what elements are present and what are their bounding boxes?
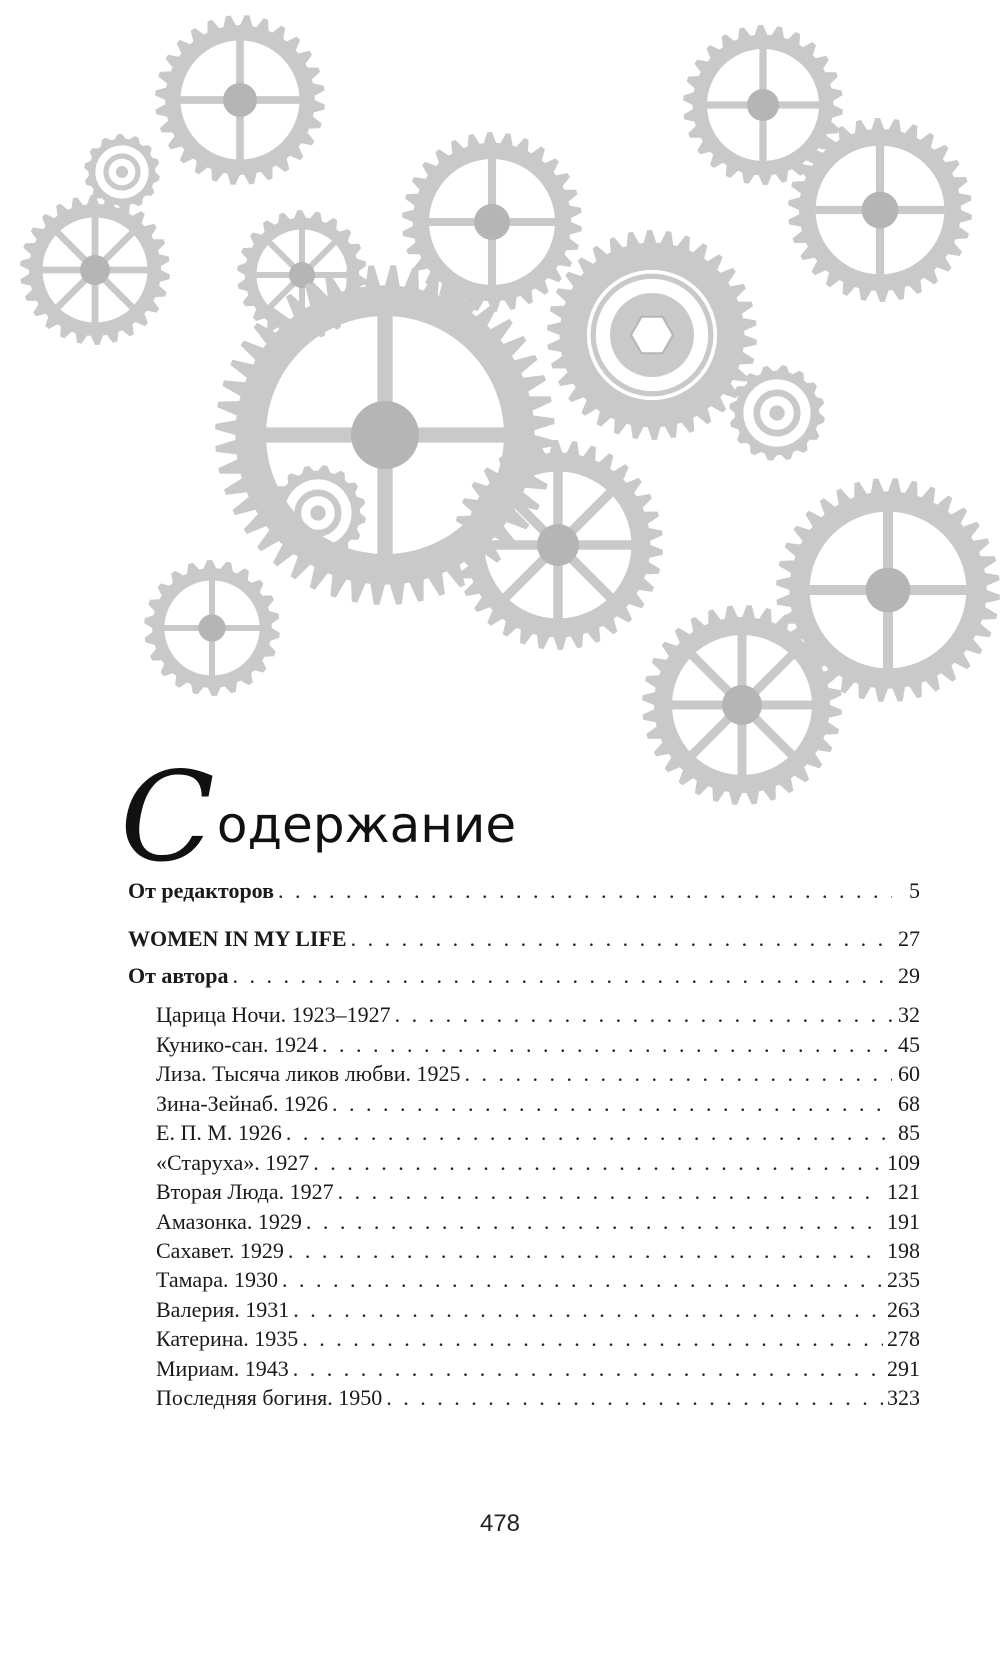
toc-leader-dots xyxy=(282,1266,883,1294)
toc-leader-dots xyxy=(464,1060,892,1088)
toc-entry-page: 45 xyxy=(898,1032,920,1057)
toc-leader-dots xyxy=(322,1031,892,1059)
toc-entry-title: Кунико-сан. 1924 xyxy=(156,1032,319,1057)
toc-leader-dots xyxy=(313,1149,883,1177)
gear-icon xyxy=(453,440,663,650)
toc-entry-page: 263 xyxy=(887,1297,920,1322)
toc-entry-title: Мириам. 1943 xyxy=(156,1356,289,1381)
toc-entry-page: 191 xyxy=(887,1209,920,1234)
gear-icon xyxy=(547,230,757,440)
toc-leader-dots xyxy=(351,925,892,953)
gear-icon xyxy=(20,195,170,345)
toc-subentry[interactable] xyxy=(156,1237,920,1265)
toc-entry-title: От редакторов xyxy=(128,878,275,903)
toc-subentry[interactable] xyxy=(156,1149,920,1177)
toc-subentry[interactable] xyxy=(156,1001,920,1029)
toc-subentry[interactable] xyxy=(156,1355,920,1383)
toc-subentry[interactable] xyxy=(156,1090,920,1118)
toc-subentry[interactable] xyxy=(156,1060,920,1088)
title-text: одержание xyxy=(216,796,517,854)
toc-entry-title: Е. П. М. 1926 xyxy=(156,1120,282,1145)
toc-leader-dots xyxy=(278,877,892,905)
title-drop-cap: С xyxy=(120,746,215,890)
toc-entry-page: 5 xyxy=(909,878,920,903)
toc-entry-title: Сахавет. 1929 xyxy=(156,1238,284,1263)
toc-leader-dots xyxy=(233,962,892,990)
page-number: 478 xyxy=(479,1510,521,1537)
toc-entry-title: «Старуха». 1927 xyxy=(156,1150,310,1175)
toc-subentry[interactable] xyxy=(156,1031,920,1059)
toc-entry-page: 32 xyxy=(898,1002,920,1027)
toc-entry-page: 60 xyxy=(898,1061,920,1086)
toc-subentry[interactable] xyxy=(156,1266,920,1294)
toc-entry-title: Тамара. 1930 xyxy=(156,1267,278,1292)
toc-subentry[interactable] xyxy=(156,1119,920,1147)
toc-entry[interactable] xyxy=(128,962,920,990)
toc-entry-title: Последняя богиня. 1950 xyxy=(156,1385,383,1410)
toc-entry-title: Царица Ночи. 1923–1927 xyxy=(156,1002,391,1027)
toc-entry-title: Амазонка. 1929 xyxy=(156,1209,302,1234)
toc-leader-dots xyxy=(293,1355,883,1383)
gear-icon xyxy=(144,560,280,696)
toc-leader-dots xyxy=(306,1208,883,1236)
toc-entry-page: 278 xyxy=(887,1326,920,1351)
toc-subentry[interactable] xyxy=(156,1384,920,1412)
toc-subentry[interactable] xyxy=(156,1325,920,1353)
toc-entry-title: Валерия. 1931 xyxy=(156,1297,290,1322)
gear-icon xyxy=(155,15,325,185)
toc-entry-title: От автора xyxy=(128,963,229,988)
toc-entry-page: 198 xyxy=(887,1238,920,1263)
toc-subentry[interactable] xyxy=(156,1296,920,1324)
toc-leader-dots xyxy=(288,1237,883,1265)
toc-entry-page: 291 xyxy=(887,1356,920,1381)
toc-leader-dots xyxy=(338,1178,883,1206)
toc-entry[interactable] xyxy=(128,877,920,905)
toc-entry-page: 235 xyxy=(887,1267,920,1292)
toc-entry-page: 121 xyxy=(887,1179,920,1204)
toc-entry-title: WOMEN IN MY LIFE xyxy=(128,926,347,951)
toc-leader-dots xyxy=(302,1325,883,1353)
toc-entry-page: 85 xyxy=(898,1120,920,1145)
page-title xyxy=(120,746,517,890)
toc-entry-page: 323 xyxy=(887,1385,920,1410)
toc-leader-dots xyxy=(332,1090,892,1118)
toc-leader-dots xyxy=(286,1119,892,1147)
toc-entry-page: 68 xyxy=(898,1091,920,1116)
toc-entry-page: 29 xyxy=(898,963,920,988)
toc-entry-title: Лиза. Тысяча ликов любви. 1925 xyxy=(156,1061,461,1086)
toc-subentry[interactable] xyxy=(156,1178,920,1206)
toc-leader-dots xyxy=(395,1001,892,1029)
toc-leader-dots xyxy=(293,1296,883,1324)
toc-subentry[interactable] xyxy=(156,1208,920,1236)
toc-entry-page: 27 xyxy=(898,926,920,951)
toc-entry-title: Вторая Люда. 1927 xyxy=(156,1179,334,1204)
toc-entry-title: Катерина. 1935 xyxy=(156,1326,299,1351)
toc-entry-title: Зина-Зейнаб. 1926 xyxy=(156,1091,328,1116)
toc-entry-page: 109 xyxy=(887,1150,920,1175)
toc-leader-dots xyxy=(386,1384,883,1412)
toc-entry[interactable] xyxy=(128,925,920,953)
